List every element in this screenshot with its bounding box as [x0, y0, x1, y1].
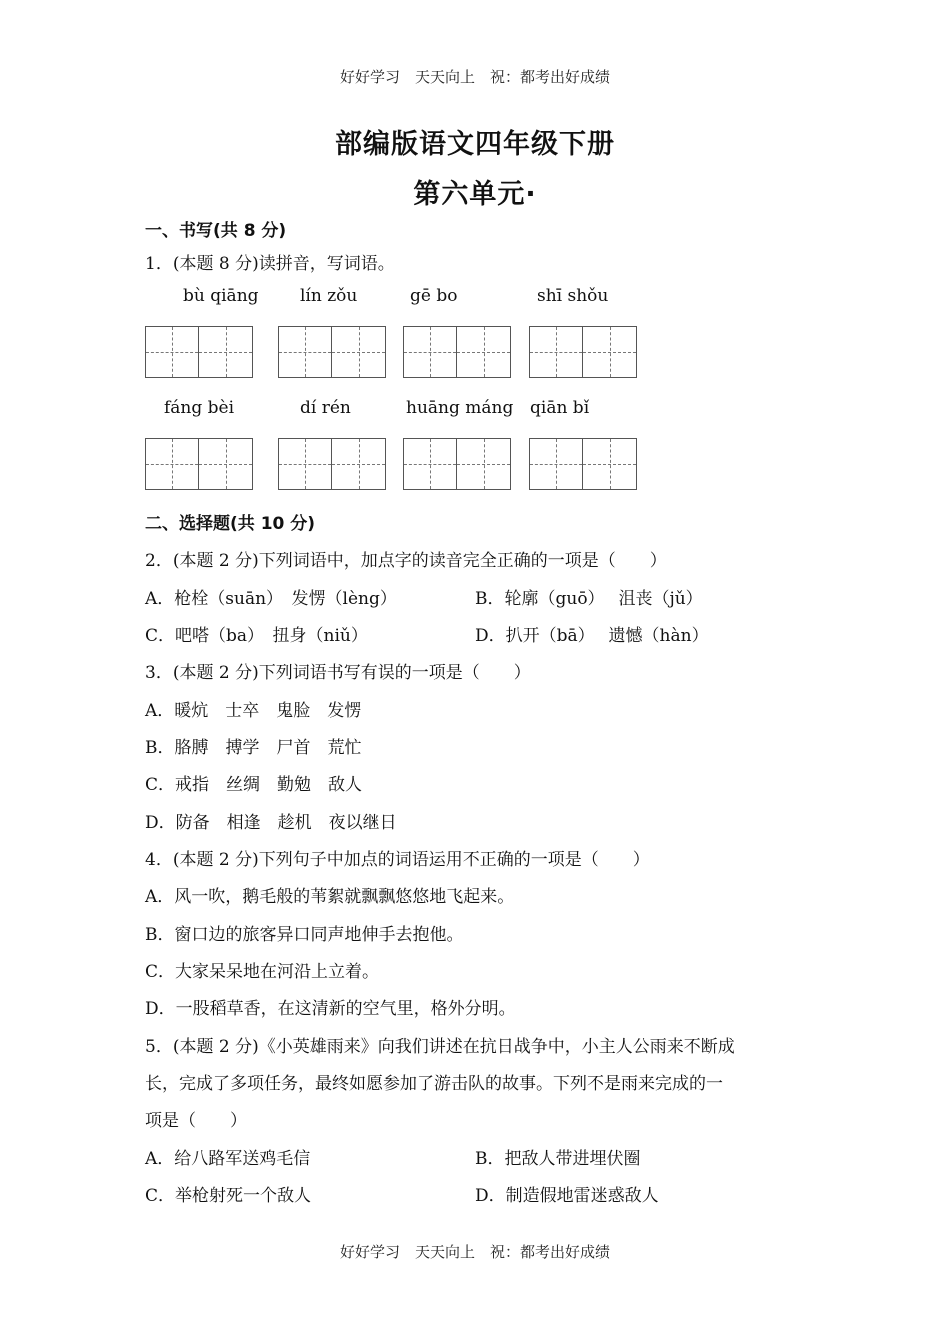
section1-heading: 一、书写(共 8 分): [145, 221, 287, 241]
q2-option-b[interactable]: B．轮廓（guō） 沮丧（jǔ）: [475, 589, 703, 609]
page-subtitle: 第六单元·: [413, 179, 537, 210]
writing-grid-3[interactable]: [403, 326, 511, 378]
q3-stem: 3．(本题 2 分)下列词语书写有误的一项是（ ）: [145, 663, 531, 683]
q5-option-b[interactable]: B．把敌人带进埋伏圈: [475, 1149, 641, 1169]
q2-option-d[interactable]: D．扒开（bā） 遗憾（hàn）: [475, 626, 709, 646]
pinyin-4: shī shǒu: [537, 286, 609, 306]
q2-option-c[interactable]: C．吧嗒（ba） 扭身（niǔ）: [145, 626, 368, 646]
writing-grid-1[interactable]: [145, 326, 253, 378]
pinyin-1: bù qiāng: [183, 286, 259, 306]
q3-option-c[interactable]: C．戒指 丝绸 勤勉 敌人: [145, 775, 363, 795]
writing-grid-4[interactable]: [529, 326, 637, 378]
q5-stem-line3: 项是（ ）: [145, 1111, 247, 1131]
writing-grid-2[interactable]: [278, 326, 386, 378]
q5-option-c[interactable]: C．举枪射死一个敌人: [145, 1186, 312, 1206]
writing-grid-5[interactable]: [145, 438, 253, 490]
page-title: 部编版语文四年级下册: [335, 129, 615, 160]
q4-stem: 4．(本题 2 分)下列句子中加点的词语运用不正确的一项是（ ）: [145, 850, 650, 870]
pinyin-7: huāng máng: [406, 398, 514, 418]
q2-option-a[interactable]: A．枪栓（suān） 发愣（lèng）: [145, 589, 397, 609]
q3-option-b[interactable]: B．胳膊 搏学 尸首 荒忙: [145, 738, 362, 758]
writing-grid-8[interactable]: [529, 438, 637, 490]
q5-stem-line2: 长，完成了多项任务，最终如愿参加了游击队的故事。下列不是雨来完成的一: [145, 1074, 723, 1094]
q5-stem-line1: 5．(本题 2 分)《小英雄雨来》向我们讲述在抗日战争中，小主人公雨来不断成: [145, 1037, 735, 1057]
writing-grid-6[interactable]: [278, 438, 386, 490]
pinyin-5: fáng bèi: [164, 398, 235, 418]
q5-option-d[interactable]: D．制造假地雷迷惑敌人: [475, 1186, 659, 1206]
section2-heading: 二、选择题(共 10 分): [145, 514, 316, 534]
q4-option-d[interactable]: D．一股稻草香，在这清新的空气里，格外分明。: [145, 999, 516, 1019]
q4-option-a[interactable]: A．风一吹，鹅毛般的苇絮就飘飘悠悠地飞起来。: [145, 887, 515, 907]
q3-option-a[interactable]: A．暖炕 士卒 鬼脸 发愣: [145, 701, 362, 721]
pinyin-8: qiān bǐ: [530, 398, 590, 418]
writing-grid-7[interactable]: [403, 438, 511, 490]
q4-option-c[interactable]: C．大家呆呆地在河沿上立着。: [145, 962, 380, 982]
q3-option-d[interactable]: D．防备 相逢 趁机 夜以继日: [145, 813, 397, 833]
q5-option-a[interactable]: A．给八路军送鸡毛信: [145, 1149, 311, 1169]
pinyin-6: dí rén: [300, 398, 351, 418]
q1-stem: 1．(本题 8 分)读拼音，写词语。: [145, 254, 395, 274]
pinyin-3: gē bo: [410, 286, 458, 306]
q4-option-b[interactable]: B．窗口边的旅客异口同声地伸手去抱他。: [145, 925, 464, 945]
page-footer: 好好学习 天天向上 祝：都考出好成绩: [339, 1243, 610, 1261]
pinyin-2: lín zǒu: [300, 286, 358, 306]
page-header: 好好学习 天天向上 祝：都考出好成绩: [339, 68, 610, 86]
q2-stem: 2．(本题 2 分)下列词语中，加点字的读音完全正确的一项是（ ）: [145, 551, 667, 571]
